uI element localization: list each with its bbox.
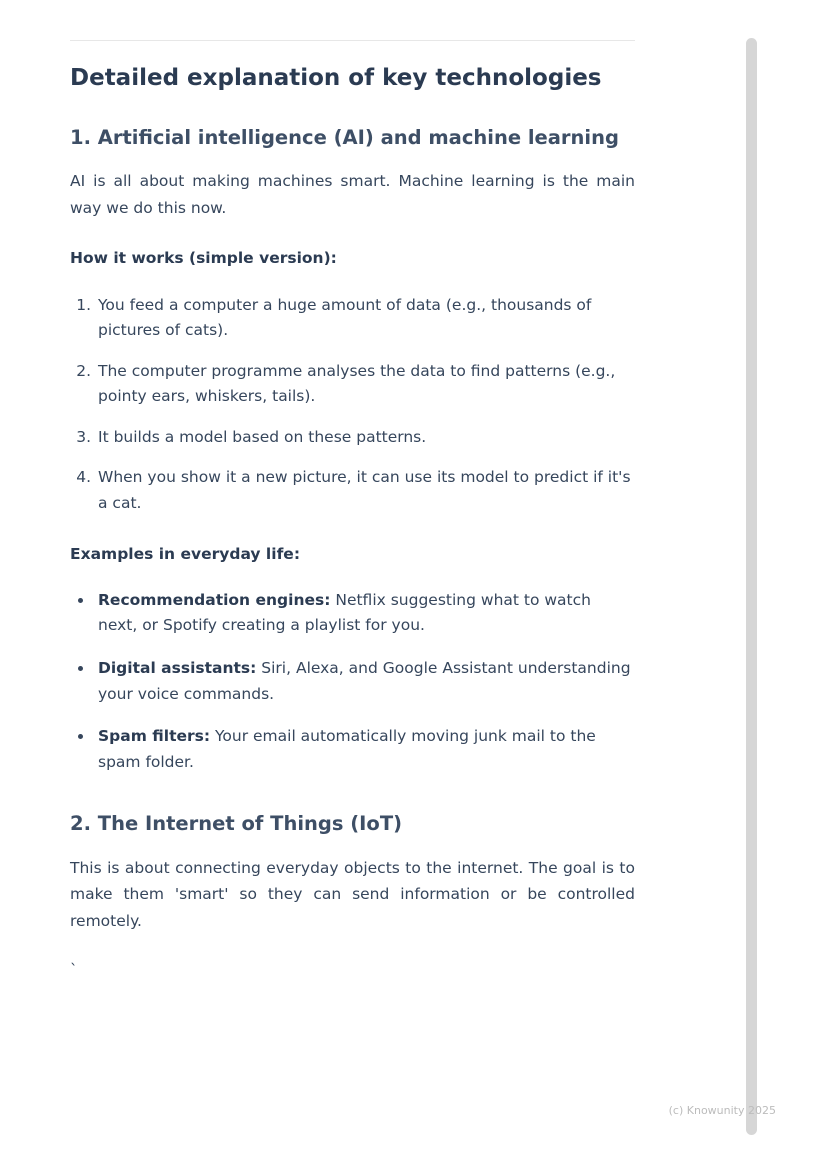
bullet-lead: Digital assistants: [98,658,257,677]
bullet-lead: Spam filters: [98,727,211,746]
top-divider [70,40,635,41]
list-item: 2. The computer programme analyses the data to find patterns (e.g., pointy ears, whiskers, tails). [96,359,635,410]
section-1-heading: 1. Artificial intelligence (AI) and machine learning [70,125,619,149]
list-item: 1. You feed a computer a huge amount of data (e.g., thousands of pictures of cats). [96,293,635,344]
scrollbar[interactable] [746,38,757,1135]
copyright-footer: (c) Knowunity 2025 [668,1104,776,1117]
list-item [94,656,635,707]
document-content [70,0,635,979]
page-title: Detailed explanation of key technologies [70,65,602,91]
stray-character: ` [70,960,78,979]
section-2-intro-paragraph: This is about connecting everyday objects to the internet. The goal is to make them 'smart' so they can send information or be controlled remotely. [70,858,635,930]
list-item: 3. It builds a model based on these patterns. [96,425,635,451]
how-it-works-list [70,293,635,517]
list-item [94,724,635,775]
bullet-text: Netflix suggesting what to watch next, or Spotify creating a playlist for you. [98,590,591,635]
examples-subheading: Examples in everyday life: [70,544,301,563]
section-1-intro-paragraph: AI is all about making machines smart. Machine learning is the main way we do this now. [70,172,635,217]
how-it-works-subheading: How it works (simple version): [70,249,337,268]
section-2-heading: 2. The Internet of Things (IoT) [70,812,403,836]
bullet-text: Siri, Alexa, and Google Assistant understanding your voice commands. [98,658,631,703]
bullet-lead: Recommendation engines: [98,590,331,609]
bullet-text: Your email automatically moving junk mail to the spam folder. [98,727,596,771]
list-item: 4. When you show it a new picture, it can use its model to predict if it's a cat. [96,465,635,516]
list-item [94,588,635,639]
examples-list [70,588,635,775]
